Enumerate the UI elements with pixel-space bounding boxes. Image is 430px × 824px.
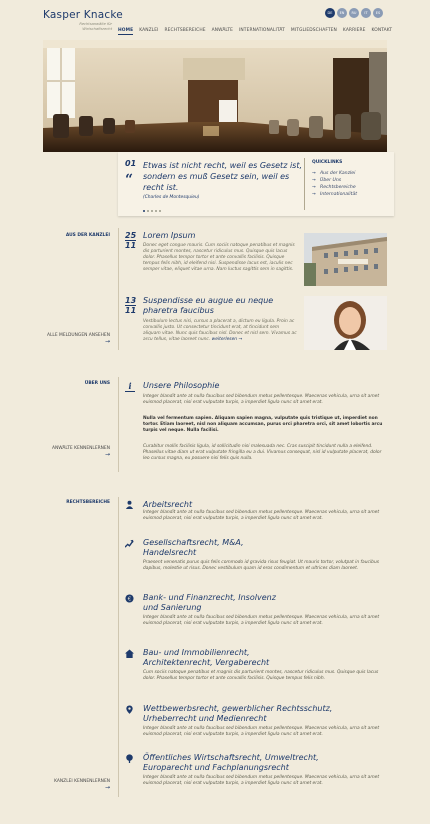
location-pin-icon (124, 704, 135, 715)
quicklinks-list (312, 170, 357, 198)
divider (304, 158, 305, 210)
slider-dot[interactable] (147, 210, 149, 212)
lang-it-button[interactable]: IT (361, 8, 371, 18)
news-title[interactable]: Lorem Ipsum (143, 231, 196, 240)
area-body: Integer blandit ante at nulla faucibus sed bibendum metus pellentesque. Maecenas vehicula, urna sit amet euismod placerat, nisi erat vulputate turpis, a imperdiet ligula nunc sit amet erat. (143, 775, 380, 786)
nav-home[interactable]: HOME (118, 28, 134, 33)
nav-rechtsbereiche[interactable]: RECHTSBEREICHE (164, 28, 206, 33)
news-portrait-image (304, 296, 387, 350)
news-date (125, 231, 136, 250)
philosophy-paragraph: Nulla vel fermentum sapien. Aliquam sapien magna, vulputate quis tristique ut, imperdiet non tortor. Etiam laoreet, nisl non aliquam accumsan, purus orci pharetra orci, sit amet lobortis arcu turpis vel neque. Nulla facilisi. (143, 416, 383, 433)
section-divider-line (118, 228, 119, 350)
news-body: Donec eget congue mauris. Cum sociis natoque penatibus et magnis dis parturient montes, nascetur ridiculus mus. Quisque quis lacus dolor. Phasellus tempor tortor et ante convallis facilisis. Quisque tempus felis nibh, id eleifend nisi. Suspendisse lacus est, iaculis nec semper vitae, eliquet vitae urna. Nam luctus sagittis sem in sagittis. (143, 243, 295, 272)
area-title[interactable]: Bau- und Immobilienrecht, Architektenrecht, Vergaberecht (143, 648, 270, 667)
all-news-label: ALLE MELDUNGEN ANSEHEN (46, 333, 110, 338)
nav-mitgliedschaften[interactable]: MITGLIEDSCHAFTEN (290, 28, 337, 33)
nav-anwaelte[interactable]: ANWÄLTE (211, 28, 234, 33)
info-icon: i (125, 381, 135, 392)
quicklink-item[interactable] (312, 184, 357, 191)
all-news-link[interactable] (40, 333, 110, 345)
news-building-image (304, 233, 387, 286)
quicklink-item[interactable] (312, 177, 357, 184)
hero-image (43, 40, 387, 152)
language-switcher (325, 8, 383, 18)
tagline: Rechtsanwälte für Wirtschaftsrecht (79, 22, 112, 31)
tree-icon (124, 753, 135, 764)
quote-mark-icon: “ (125, 172, 134, 188)
arrow-right-icon: → (104, 784, 110, 791)
arrow-right-icon: → (312, 185, 316, 190)
quicklink-label: Internationalität (320, 192, 358, 197)
arrow-right-icon: → (104, 451, 110, 458)
quote-author: (Charles de Montesquieu) (143, 195, 200, 200)
philosophy-paragraph: Curabitur mollis facilisis ligula, id sollicitudin nisi malesuada nec. Cras suscipit tincidunt nulla a eleifend. Phasellus vitae diam ut erat vulputate fringilla eu a dui. Vivamus consequat, nisl id vulputate placerat, dolor leo cursus magna, eu posuere nisi felis quis nulla. (143, 444, 382, 461)
news-month: 11 (125, 241, 137, 250)
about-section-title: ÜBER UNS (84, 381, 110, 386)
meet-firm-label: KANZLEI KENNENLERNEN (54, 779, 110, 784)
arrow-right-icon: → (104, 338, 110, 345)
person-icon (124, 499, 135, 510)
trend-chart-icon (124, 538, 135, 549)
arrow-right-icon: → (312, 171, 316, 176)
philosophy-paragraph: Integer blandit ante at nulla faucibus sed bibendum metus pellentesque. Maecenas vehicula, urna sit amet euismod placerat, nisi erat vulputate turpis, a imperdiet ligula nunc sit amet erat. (143, 394, 380, 405)
lang-de-button[interactable]: DE (325, 8, 335, 18)
slider-dot[interactable] (159, 210, 161, 212)
area-body: Cum sociis natoque penatibus et magnis dis parturient montes, nascetur ridiculus mus. Quisque quis lacus dolor. Phasellus tempor tortor et ante convallis facilisis. Quisque tempus felis nibh. (143, 670, 379, 681)
svg-text:€: € (127, 596, 132, 603)
nav-kontakt[interactable]: KONTAKT (371, 28, 393, 33)
lang-es-button[interactable]: ES (373, 8, 383, 18)
news-title[interactable]: Suspendisse eu augue eu neque pharetra faucibus (143, 296, 274, 315)
nav-karriere[interactable]: KARRIERE (342, 28, 366, 33)
nav-internationalitaet[interactable]: INTERNATIONALITÄT (239, 28, 285, 33)
area-body: Integer blandit ante at nulla faucibus sed bibendum metus pellentesque. Maecenas vehicula, urna sit amet euismod placerat, nisi erat vulputate turpis, a imperdiet ligula nunc sit amet erat. (143, 615, 380, 626)
meet-lawyers-label: ANWÄLTE KENNENLERNEN (52, 446, 110, 451)
hero-quote-box (118, 152, 394, 216)
news-month: 11 (125, 306, 137, 315)
area-title[interactable]: Wettbewerbsrecht, gewerblicher Rechtsschutz, Urheberrecht und Medienrecht (143, 704, 333, 723)
quicklink-item[interactable] (312, 191, 357, 198)
conference-room-illustration (43, 40, 387, 152)
read-more-link[interactable]: weiterlesen (211, 337, 238, 342)
slide-number: 01 (125, 159, 137, 168)
house-icon (124, 648, 135, 659)
area-title[interactable]: Bank- und Finanzrecht, Insolvenz und Sanierung (143, 593, 276, 612)
slider-dot[interactable] (143, 210, 145, 212)
quote-text: Etwas ist nicht recht, weil es Gesetz ist, sondern es muß Gesetz sein, weil es recht ist. (143, 161, 303, 192)
lang-ru-button[interactable]: RU (349, 8, 359, 18)
area-body: Praesent venenatis purus quis felis commodo id gravida risus feugiat. Ut mauris tortor, volutpat in faucibus dapibus, molestie ut risus. Donec vestibulum quam id eros condimentum et ultrices diam laoreet. (143, 560, 380, 571)
meet-lawyers-link[interactable] (40, 446, 110, 458)
area-title[interactable]: Arbeitsrecht (143, 500, 193, 509)
news-body-text: Vestibulum lectus nisi, cursus a placerat a, dictum eu ligula. Proin ac convallis justo. Ut consectetur tincidunt erat, at tincidunt sem aliquam vitae. Nunc quis faucibus nisl. Donec et nisl sem. Vivamus ac arcu tellus, vitae laoreet nunc. (143, 319, 297, 342)
lang-en-button[interactable]: EN (337, 8, 347, 18)
philosophy-title: Unsere Philosophie (143, 381, 220, 390)
money-icon (124, 593, 135, 604)
arrow-right-icon: → (238, 337, 243, 342)
nav-kanzlei[interactable]: KANZLEI (139, 28, 159, 33)
quicklink-label: Aus der Kanzlei (320, 171, 356, 176)
arrow-right-icon: → (312, 178, 316, 183)
logo[interactable]: Kasper Knacke (43, 9, 123, 21)
quicklink-label: Rechtsbereiche (320, 185, 356, 190)
news-body (143, 319, 298, 343)
news-date (125, 296, 136, 315)
area-title[interactable]: Gesellschaftsrecht, M&A, Handelsrecht (143, 538, 244, 557)
slider-pagination (143, 210, 161, 212)
news-day: 25 (125, 231, 137, 240)
quicklink-label: Über Uns (320, 178, 342, 183)
building-photo (304, 233, 387, 286)
area-body: Integer blandit ante at nulla faucibus sed bibendum metus pellentesque. Maecenas vehicula, urna sit amet euismod placerat, nisi erat vulputate turpis, a imperdiet ligula nunc sit amet erat. (143, 510, 380, 521)
section-divider-line (118, 377, 119, 472)
meet-firm-link[interactable] (40, 779, 110, 791)
portrait-photo (304, 296, 387, 350)
arrow-right-icon: → (312, 192, 316, 197)
news-day: 13 (125, 296, 137, 305)
slider-dot[interactable] (155, 210, 157, 212)
slider-dot[interactable] (151, 210, 153, 212)
section-divider-line (118, 497, 119, 797)
news-section-title: AUS DER KANZLEI (65, 233, 110, 238)
quicklinks-title: QUICKLINKS (312, 160, 343, 165)
quicklink-item[interactable] (312, 170, 357, 177)
main-nav (118, 28, 392, 35)
area-body: Integer blandit ante at nulla faucibus sed bibendum metus pellentesque. Maecenas vehicula, urna sit amet euismod placerat, nisi erat vulputate turpis, a imperdiet ligula nunc sit amet erat. (143, 726, 380, 737)
areas-section-title: RECHTSBEREICHE (66, 500, 110, 505)
area-title[interactable]: Öffentliches Wirtschaftsrecht, Umweltrecht, Europarecht und Fachplanungsrecht (143, 753, 319, 772)
